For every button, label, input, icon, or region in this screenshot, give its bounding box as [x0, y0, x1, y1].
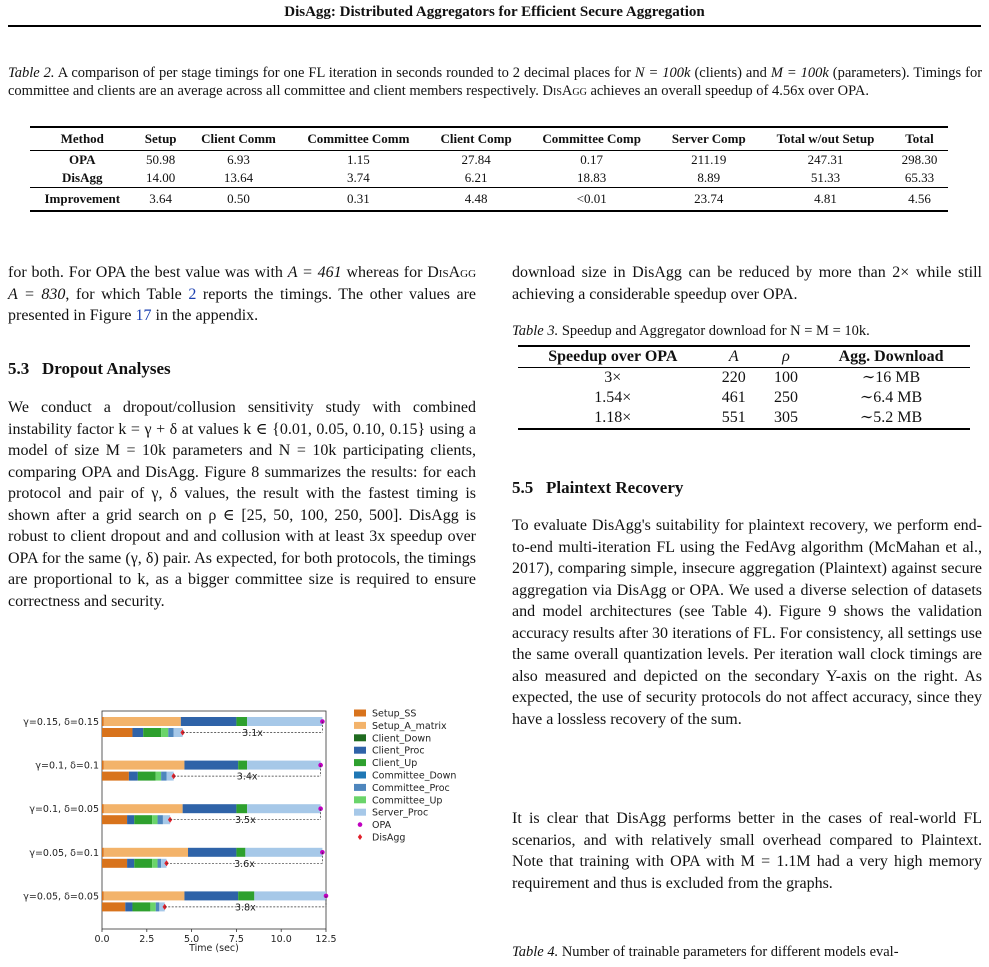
disagg-bar-segment [134, 815, 152, 824]
table2-col-header: Server Comp [658, 127, 760, 151]
table4-caption-text: Number of trainable parameters for different models eval- [561, 944, 899, 960]
table2-cell: 0.17 [580, 152, 604, 167]
legend-swatch [358, 834, 362, 840]
left-para-1 [8, 262, 476, 327]
table3-cell: ∼5.2 MB [812, 408, 970, 429]
table4-caption [512, 943, 982, 961]
table2-cell: 4.81 [760, 188, 891, 212]
left-para1-a2: A = 830 [8, 285, 66, 303]
table3-cell: 100 [773, 369, 798, 386]
opa-bar-segment [254, 891, 326, 900]
ref-table-2-link[interactable]: 2 [188, 285, 197, 303]
table2-cell: 3.74 [347, 170, 370, 185]
speedup-label: 3.6x [234, 858, 255, 870]
opa-bar-segment [102, 761, 104, 770]
table3-cell: ∼6.4 MB [859, 389, 923, 406]
section-5-3-heading [8, 359, 171, 379]
figure-8-chart [4, 705, 484, 955]
table2-cell: 18.83 [577, 170, 607, 185]
disagg-bar-segment [138, 772, 156, 781]
disagg-bar-segment [161, 772, 166, 781]
header-rule [8, 25, 981, 27]
right-para-3: It is clear that DisAgg performs better in the cases of real-world FL scenarios, and with relatively small overhead compared to Plaintext. Note that training with OPA with M = 1.1M had a very high memory requirement and thus is excluded from the graphs. [512, 810, 982, 892]
table3-col-header: Agg. Download [812, 346, 970, 368]
disagg-bar-segment [168, 728, 173, 737]
table4-label: Table 4. [512, 944, 559, 960]
table2-improvement-label: Improvement [30, 188, 135, 212]
table2-col-header: Method [30, 127, 135, 151]
table2-caption-n: N = 100k [634, 65, 691, 81]
legend-swatch [354, 734, 366, 741]
category-label: γ=0.05, δ=0.1 [29, 847, 99, 859]
table3-cell: 305 [760, 408, 812, 429]
opa-bar-segment [183, 804, 237, 813]
legend-swatch [354, 772, 366, 779]
table3-cell: 3× [604, 369, 622, 386]
table3-cell: 220 [721, 369, 746, 386]
table3-caption-text: Speedup and Aggregator download for N = M = 10k. [561, 323, 870, 339]
opa-bar-segment [247, 804, 320, 813]
table3-cell: 461 [721, 389, 746, 406]
disagg-bar-segment [143, 728, 161, 737]
legend-label: Setup_SS [372, 708, 417, 720]
table2-caption-m: M = 100k [770, 65, 829, 81]
opa-bar-segment [245, 848, 322, 857]
x-axis-label: Time (sec) [189, 943, 239, 954]
disagg-bar-segment [125, 902, 132, 911]
table2-header-row [30, 127, 948, 151]
table2-cell: 0.31 [290, 188, 426, 212]
left-para1-b: whereas for [346, 264, 423, 281]
legend-label: OPA [372, 820, 392, 832]
table3-row [518, 408, 970, 429]
x-tick-label: 2.5 [139, 934, 155, 945]
table2 [30, 126, 948, 212]
table3-header-row [518, 346, 970, 368]
table2-cell: 6.93 [227, 152, 250, 167]
legend-swatch [354, 809, 366, 816]
table3-row [518, 368, 970, 389]
table2-cell: 13.64 [223, 170, 254, 185]
legend-label: Committee_Down [372, 770, 457, 782]
ref-figure-17-link[interactable]: 17 [135, 307, 152, 324]
disagg-bar-segment [152, 815, 157, 824]
right-para-1: download size in DisAgg can be reduced by more than 2× while still achieving a considerable speedup over OPA. [512, 264, 982, 303]
opa-bar-segment [102, 804, 104, 813]
table3 [518, 345, 970, 430]
legend-label: Client_Down [372, 733, 432, 745]
opa-bar-segment [104, 717, 181, 726]
table2-caption-1: A comparison of per stage timings for one FL iteration in seconds rounded to 2 decimal places for [57, 65, 631, 81]
opa-bar-segment [184, 891, 238, 900]
table2-cell: 14.00 [146, 170, 176, 185]
table2-cell: 3.64 [135, 188, 187, 212]
disagg-bar-segment [102, 815, 127, 824]
table2-cell: 23.74 [658, 188, 760, 212]
table2-col-header: Client Comp [427, 127, 526, 151]
right-para-2: To evaluate DisAgg's suitability for plaintext recovery, we perform end-to-end multi-iteration FL using the FedAvg algorithm (McMahan et al., 2017), comparing simple, insecure aggregation (Plaintext) against secure aggregation via DisAgg or OPA. We used a diverse selection of datasets and model architectures (see Table 4). Figure 9 shows the validation accuracy results after 30 iterations of FL. For consistency, all settings use the same overall quantization levels. Per iteration wall clock timings are also measured and depicted on the secondary Y-axis on the right. As expected, the use of security protocols do not affect accuracy, since they have a lossless recovery of the sum. [512, 517, 982, 728]
table2-cell: 65.33 [904, 170, 935, 185]
opa-bar-segment [102, 891, 104, 900]
table2-col-header: Total [891, 127, 948, 151]
table2-cell: 4.48 [427, 188, 526, 212]
opa-bar-segment [184, 761, 238, 770]
section-5-5-title: Plaintext Recovery [546, 478, 684, 497]
opa-bar-segment [104, 848, 188, 857]
table2-cell: 211.19 [691, 152, 727, 167]
table3-col-header: ρ [760, 346, 812, 368]
opa-bar-segment [104, 804, 183, 813]
table2-cell: 51.33 [810, 170, 841, 185]
table2-cell: <0.01 [526, 188, 658, 212]
legend-swatch [358, 822, 363, 827]
opa-bar-segment [236, 804, 247, 813]
opa-bar-segment [247, 761, 320, 770]
table2-label: Table 2. [8, 65, 55, 81]
disagg-bar-segment [156, 772, 161, 781]
legend-label: Client_Up [372, 758, 418, 770]
x-tick-label: 12.5 [315, 934, 337, 945]
disagg-bar-segment [152, 859, 157, 868]
legend-swatch [354, 722, 366, 729]
legend-label: Server_Proc [372, 807, 429, 819]
left-para1-d: reports the timings. The other values are presented in Figure [8, 285, 477, 324]
table3-cell: ∼16 MB [861, 369, 921, 386]
section-5-5-heading [512, 478, 683, 498]
opa-bar-segment [238, 761, 247, 770]
opa-bar-segment [247, 717, 322, 726]
disagg-bar-segment [132, 728, 143, 737]
disagg-bar-segment [161, 728, 168, 737]
table2-cell: 298.30 [901, 152, 938, 167]
legend-swatch [354, 747, 366, 754]
speedup-label: 3.1x [242, 728, 263, 739]
x-tick-label: 7.5 [228, 934, 244, 945]
x-tick-label: 5.0 [184, 934, 200, 945]
table3-cell: 250 [773, 389, 798, 406]
opa-bar-segment [188, 848, 236, 857]
disagg-bar-segment [102, 728, 132, 737]
table3-row [518, 388, 970, 408]
table2-cell: 0.50 [187, 188, 291, 212]
opa-bar-segment [102, 717, 104, 726]
table2-caption-4: achieves an overall speedup of 4.56x over OPA. [590, 83, 869, 99]
table3-col-header: Speedup over OPA [518, 346, 708, 368]
disagg-bar-segment [129, 772, 138, 781]
disagg-bar-segment [150, 902, 155, 911]
disagg-bar-segment [156, 902, 160, 911]
left-para1-disagg: DisAgg [427, 264, 477, 281]
table3-body [518, 368, 970, 430]
opa-bar-segment [236, 717, 247, 726]
category-label: γ=0.1, δ=0.05 [29, 804, 99, 816]
table3-cell: 1.18× [518, 408, 708, 429]
legend-label: Committee_Up [372, 795, 443, 807]
legend-label: DisAgg [372, 832, 406, 844]
opa-bar-segment [104, 891, 185, 900]
category-label: γ=0.05, δ=0.05 [23, 891, 99, 903]
legend-swatch [354, 784, 366, 791]
category-label: γ=0.15, δ=0.15 [23, 717, 99, 728]
disagg-bar-segment [102, 772, 129, 781]
speedup-label: 3.8x [234, 902, 256, 914]
table3-cell: 1.54× [594, 389, 632, 406]
section-5-5-number: 5.5 [512, 478, 534, 497]
disagg-bar-segment [102, 902, 125, 911]
x-tick-label: 0.0 [94, 934, 110, 945]
disagg-bar-segment [132, 902, 150, 911]
opa-bar-segment [181, 717, 237, 726]
table2-cell: 4.56 [891, 188, 948, 212]
legend-swatch [354, 759, 366, 766]
opa-bar-segment [102, 848, 104, 857]
table2-method-cell: DisAgg [62, 170, 103, 185]
table2-caption-disagg: DisAgg [542, 83, 587, 99]
disagg-bar-segment [127, 815, 134, 824]
table2-cell: 8.89 [697, 170, 721, 185]
opa-bar-segment [104, 761, 185, 770]
table2-body [30, 151, 948, 212]
table2-cell: 6.21 [464, 170, 488, 185]
disagg-bar-segment [102, 859, 127, 868]
disagg-bar-segment [134, 859, 152, 868]
table2-row [30, 169, 948, 188]
table2-cell: 247.31 [807, 152, 844, 167]
table2-caption-3: (parameters). Timings for committee and clients are an average across all committee and client members respectively. [8, 65, 983, 99]
table2-method-cell: OPA [69, 152, 96, 167]
table2-col-header: Total w/out Setup [760, 127, 891, 151]
table2-caption-2: (clients) and [694, 65, 767, 81]
disagg-bar-segment [127, 859, 134, 868]
running-header: DisAgg: Distributed Aggregators for Efficient Secure Aggregation [284, 4, 705, 20]
opa-bar-segment [236, 848, 245, 857]
x-tick-label: 10.0 [270, 934, 292, 945]
table2-col-header: Client Comm [187, 127, 291, 151]
section-5-3-title: Dropout Analyses [42, 359, 171, 378]
table2-cell: 50.98 [146, 152, 176, 167]
legend-swatch [354, 796, 366, 803]
left-para1-a: for both. For OPA the best value was with [8, 264, 283, 281]
table2-cell: 27.84 [461, 152, 491, 167]
legend-swatch [354, 710, 366, 717]
disagg-bar-segment [158, 815, 163, 824]
opa-bar-segment [238, 891, 254, 900]
table2-col-header: Committee Comm [290, 127, 426, 151]
table2-cell: 1.15 [347, 152, 370, 167]
legend-label: Setup_A_matrix [372, 720, 447, 732]
section-5-3-number: 5.3 [8, 359, 30, 378]
table3-col-header: A [708, 346, 760, 368]
table3-caption [512, 322, 982, 340]
category-label: γ=0.1, δ=0.1 [35, 760, 99, 772]
speedup-label: 3.5x [234, 815, 256, 827]
table2-caption [8, 64, 982, 100]
legend-label: Client_Proc [372, 745, 425, 757]
left-para1-a1: A = 461 [287, 264, 342, 281]
table3-label: Table 3. [512, 323, 559, 339]
speedup-label: 3.4x [236, 771, 258, 783]
table2-col-header: Committee Comp [526, 127, 658, 151]
disagg-bar-segment [158, 859, 162, 868]
table2-col-header: Setup [135, 127, 187, 151]
left-para1-e: in the appendix. [155, 307, 259, 324]
table3-cell: 551 [708, 408, 760, 429]
left-para1-c: , for which Table [65, 285, 182, 303]
table2-row [30, 151, 948, 170]
table2-improvement-row [30, 188, 948, 212]
legend-label: Committee_Proc [372, 782, 450, 794]
left-para-2: We conduct a dropout/collusion sensitivity study with combined instability factor k = γ + δ at values k ∈ {0.01, 0.05, 0.10, 0.15} using a model of size M = 10k parameters and N = 10k participating clients, comparing OPA and DisAgg. Figure 8 summarizes the results: for each protocol and pair of γ, δ values, the result with the fastest timing is shown after a grid search on ρ ∈ [25, 50, 100, 250, 500]. DisAgg is robust to client dropout and and collusion with at least 3x speedup over OPA for the same (γ, δ) pair. As expected, for both protocols, the timings are proportional to k, as a bigger committee size is required to ensure correctness and security. [8, 399, 476, 610]
